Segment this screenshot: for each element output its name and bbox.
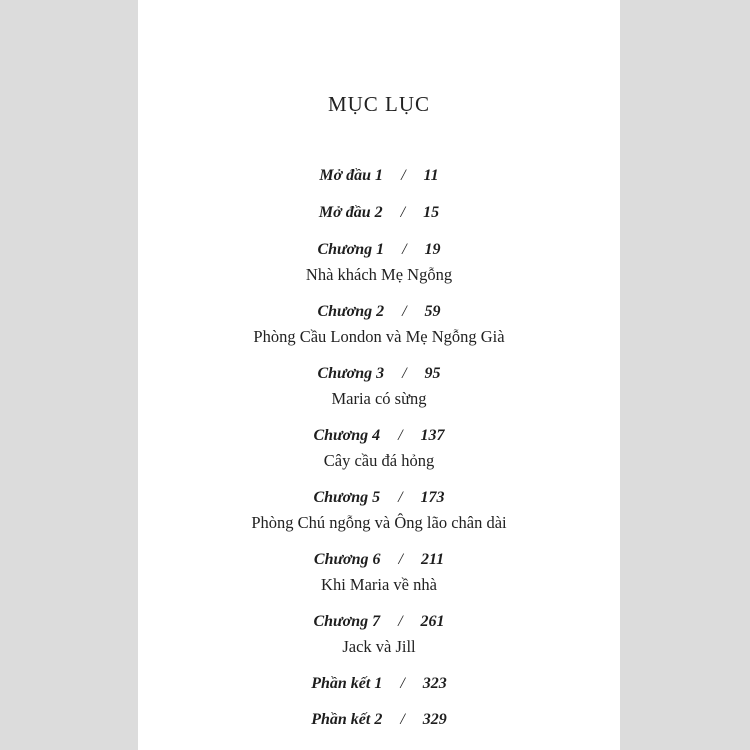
entry-page-number: 261 [420,613,445,630]
entry-label: Phần kết 1 [311,675,383,692]
entry-page-number: 95 [424,365,441,382]
entry-page-number: 329 [422,711,447,728]
page-title: MỤC LỤC [327,92,431,116]
entry-separator: / [402,365,407,382]
entry-separator: / [402,303,407,320]
entry-separator: / [401,167,406,184]
entry-page-number: 15 [423,204,440,221]
entry-subtitle: Phòng Chú ngỗng và Ông lão chân dài [251,513,507,532]
entry-label: Chương 2 [317,303,385,320]
entry-subtitle: Cây cầu đá hỏng [323,451,435,470]
entry-separator: / [398,613,403,630]
book-page [138,0,620,750]
entry-subtitle: Nhà khách Mẹ Ngỗng [305,265,453,284]
entry-page-number: 211 [420,551,445,568]
toc-entry-chapter-7 [138,612,620,632]
entry-page-number: 137 [420,427,445,444]
entry-label: Chương 5 [313,489,381,506]
entry-page-number: 59 [424,303,441,320]
entry-label: Chương 4 [313,427,381,444]
entry-page-number: 323 [422,675,447,692]
entry-subtitle: Maria có sừng [331,389,427,408]
entry-separator: / [400,711,405,728]
toc-entry-prologue-2 [138,203,620,223]
entry-label: Chương 1 [317,241,385,258]
entry-subtitle: Khi Maria về nhà [321,575,437,594]
toc-entry-chapter-5 [138,488,620,508]
entry-label: Phần kết 2 [311,711,383,728]
entry-page-number: 11 [423,167,439,184]
toc-entry-chapter-1 [138,240,620,260]
toc-entry-prologue-1 [138,166,620,186]
entry-subtitle: Phòng Cầu London và Mẹ Ngỗng Già [253,327,505,346]
toc-entry-chapter-6 [138,550,620,570]
entry-separator: / [398,427,403,444]
entry-label: Mở đầu 2 [318,204,383,221]
toc-entry-epilogue-1 [138,674,620,694]
entry-subtitle: Jack và Jill [342,637,416,656]
entry-label: Chương 6 [313,551,381,568]
entry-separator: / [400,675,405,692]
entry-separator: / [398,551,403,568]
entry-page-number: 173 [420,489,445,506]
entry-label: Chương 3 [317,365,385,382]
entry-label: Chương 7 [313,613,381,630]
entry-separator: / [398,489,403,506]
toc-entry-chapter-3 [138,364,620,384]
entry-separator: / [400,204,406,221]
entry-label: Mở đầu 1 [319,167,384,184]
toc-entry-chapter-2 [138,302,620,322]
toc-entry-epilogue-2 [138,710,620,730]
toc-entry-chapter-4 [138,426,620,446]
entry-page-number: 19 [424,241,441,258]
entry-separator: / [402,241,407,258]
